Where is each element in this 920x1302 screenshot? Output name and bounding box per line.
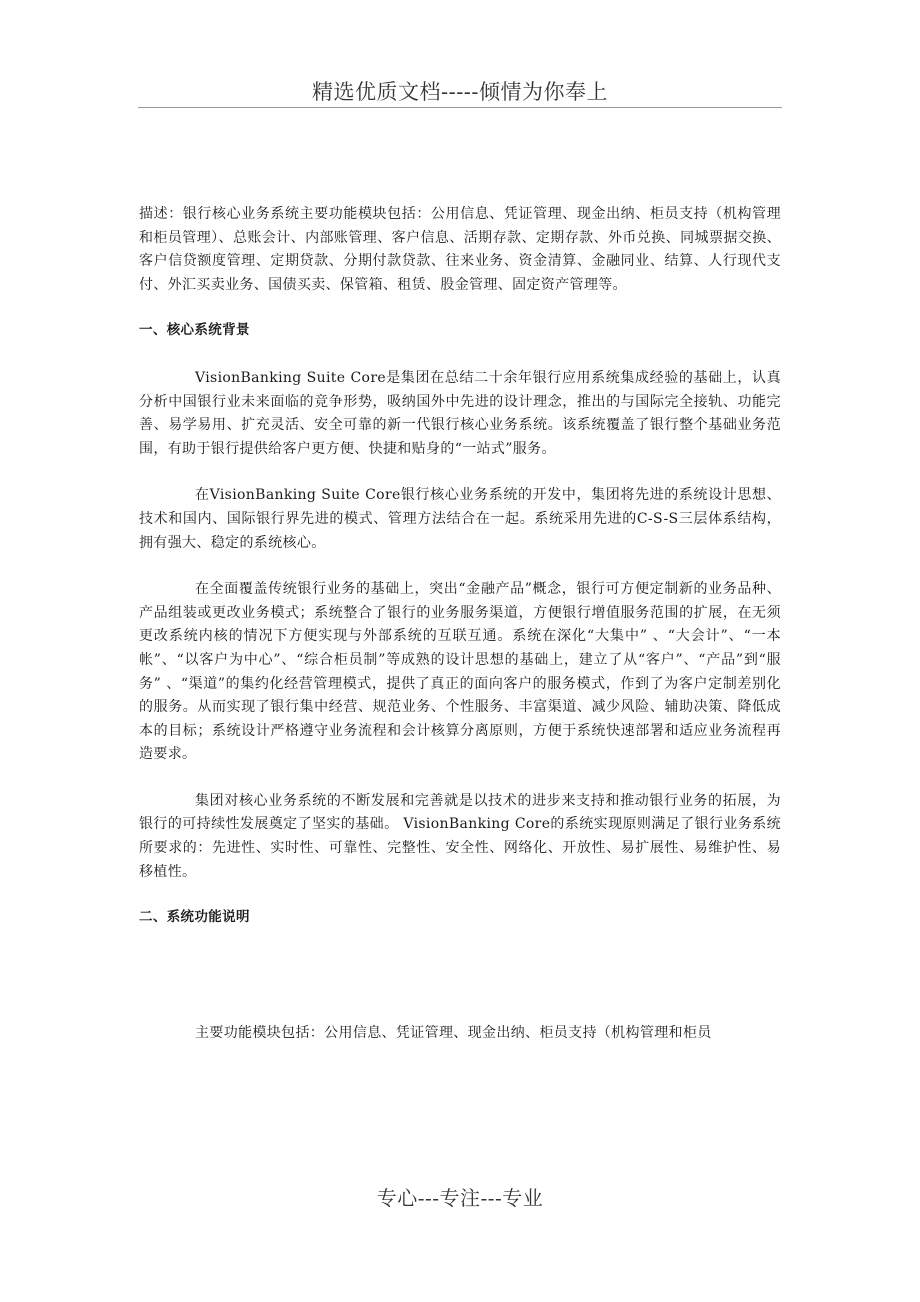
background-paragraph-1: VisionBanking Suite Core是集团在总结二十余年银行应用系统集成经验的基础上，认真分析中国银行业未来面临的竞争形势，吸纳国外中先进的设计理念，推出的与国际完全接轨、功能完善、易学易用、扩充灵活、安全可靠的新一代银行核心业务系统。该系统覆盖了银行整个基础业务范围，有助于银行提供给客户更方便、快捷和贴身的“一站式”服务。	[139, 369, 781, 457]
spacer	[139, 343, 781, 367]
description-paragraph: 描述：银行核心业务系统主要功能模块包括：公用信息、凭证管理、现金出纳、柜员支持（机构管理和柜员管理）、总账会计、内部账管理、客户信息、活期存款、定期存款、外币兑换、同城票据交换、客户信贷额度管理、定期贷款、分期付款贷款、往来业务、资金清算、金融同业、结算、人行现代支付、外汇买卖业务、国债买卖、保管箱、租赁、股金管理、固定资产管理等。	[139, 206, 781, 293]
document-body	[139, 203, 781, 1045]
functions-intro-paragraph: 主要功能模块包括：公用信息、凭证管理、现金出纳、柜员支持（机构管理和柜员	[195, 1024, 712, 1041]
section-heading-functions: 二、系统功能说明	[139, 909, 250, 926]
spacer	[139, 555, 781, 578]
header-divider	[138, 107, 782, 108]
spacer	[139, 930, 781, 1022]
section-heading-background: 一、核心系统背景	[139, 322, 250, 339]
background-paragraph-3: 在全面覆盖传统银行业务的基础上，突出“金融产品”概念，银行可方便定制新的业务品种、产品组装或更改业务模式；系统整合了银行的业务服务渠道，方便银行增值服务范围的扩展，在无须更改系统内核的情况下方便实现与外部系统的互联互通。系统在深化“大集中” 、“大会计”、“一本帐”、“以客户为中心”、“综合柜员制”等成熟的设计思想的基础上，建立了从“客户”、“产品”到“服务” 、“渠道”的集约化经营管理模式，提供了真正的面向客户的服务模式，作到了为客户定制差别化的服务。从而实现了银行集中经营、规范业务、个性服务、丰富渠道、减少风险、辅助决策、降低成本的目标；系统设计严格遵守业务流程和会计核算分离原则，方便于系统快速部署和适应业务流程再造要求。	[139, 581, 781, 763]
spacer	[139, 884, 781, 906]
page-footer: 专心---专注---专业	[376, 1186, 544, 1210]
page-header: 精选优质文档-----倾情为你奉上	[312, 80, 608, 104]
spacer	[139, 297, 781, 319]
background-paragraph-4: 集团对核心业务系统的不断发展和完善就是以技术的进步来支持和推动银行业务的拓展，为银行的可持续性发展奠定了坚实的基础。 VisionBanking Core的系统实现原则满足了银行业务系统所要求的：先进性、实时性、可靠性、完整性、安全性、网络化、开放性、易扩展性、易维护性、易移植性。	[139, 792, 781, 880]
background-paragraph-2: 在VisionBanking Suite Core银行核心业务系统的开发中，集团将先进的系统设计思想、技术和国内、国际银行界先进的模式、管理方法结合在一起。系统采用先进的C-S-S三层体系结构，拥有强大、稳定的系统核心。	[139, 487, 781, 551]
spacer	[139, 767, 781, 790]
spacer	[139, 461, 781, 484]
